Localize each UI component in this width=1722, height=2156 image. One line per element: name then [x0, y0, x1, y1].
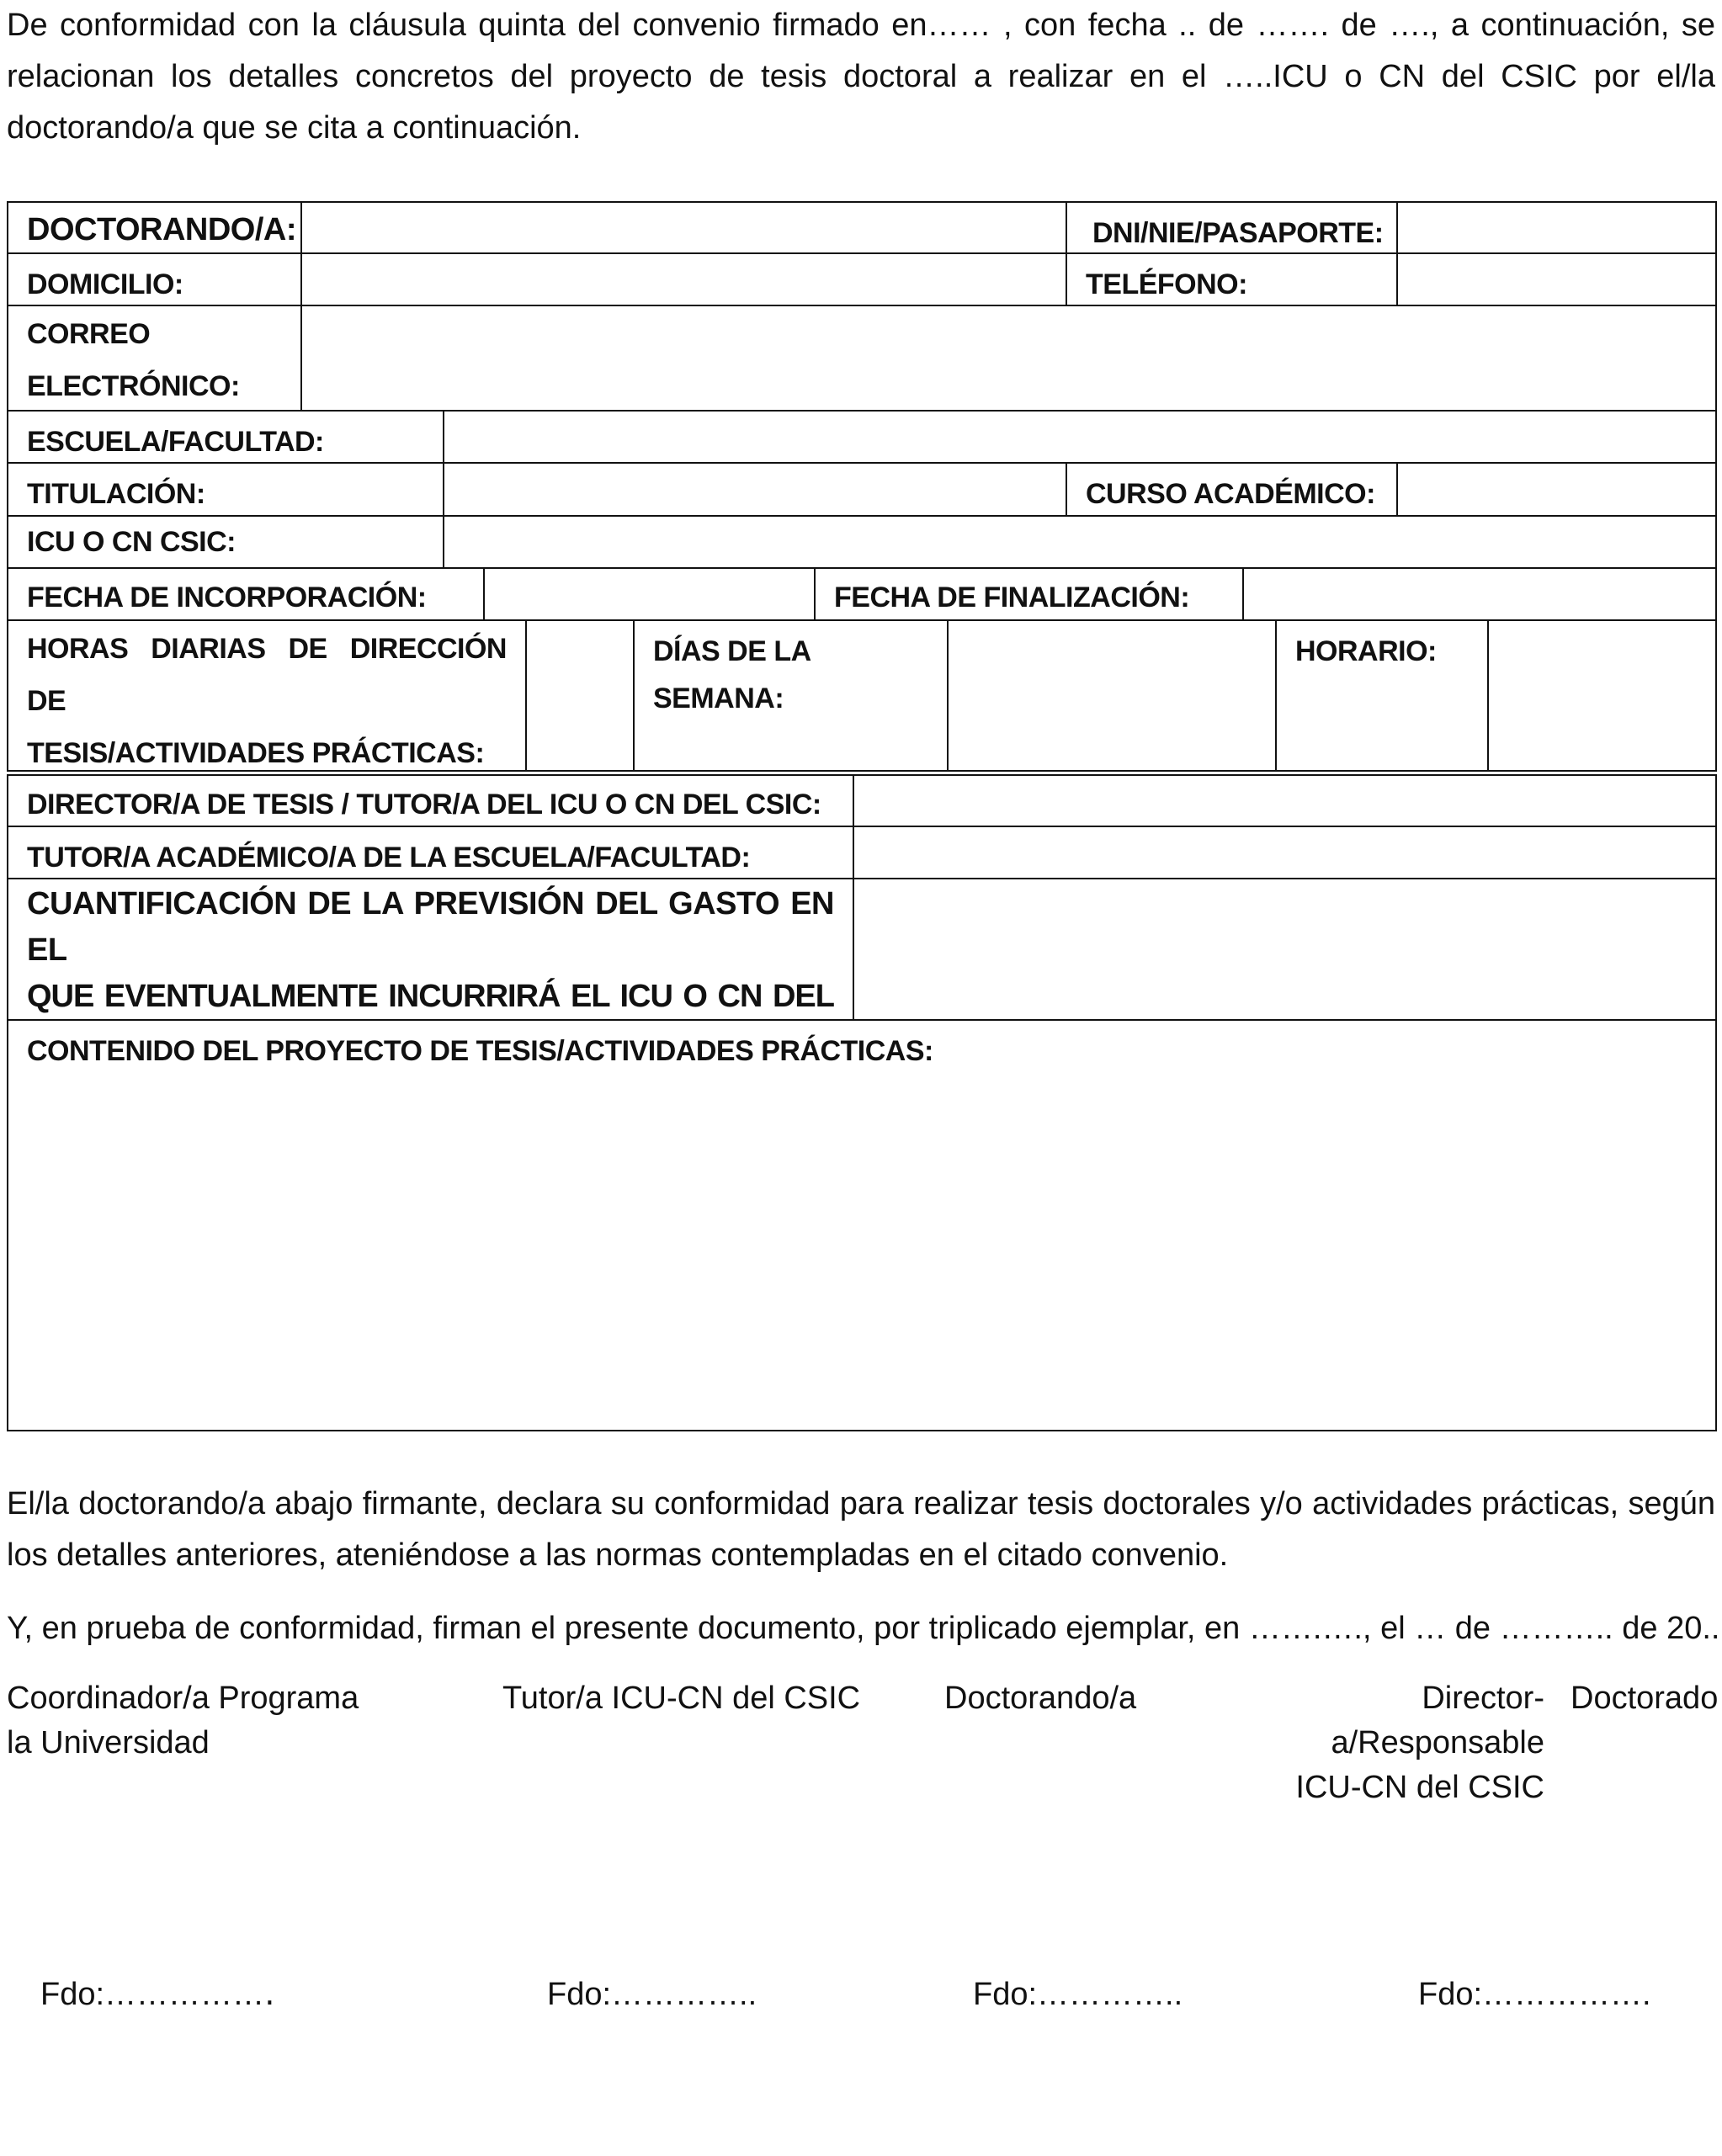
- curso-label: CURSO ACADÉMICO:: [1066, 462, 1398, 517]
- signatory-tutor: Tutor/a ICU-CN del CSIC: [502, 1681, 861, 1716]
- curso-field[interactable]: [1396, 462, 1717, 517]
- correo-label-line2: ELECTRÓNICO:: [27, 370, 240, 402]
- domicilio-label: DOMICILIO:: [7, 252, 302, 306]
- dni-field[interactable]: [1396, 201, 1717, 254]
- icu-field[interactable]: [443, 515, 1717, 569]
- titulacion-field[interactable]: [443, 462, 1067, 517]
- cuantificacion-line1: CUANTIFICACIÓN DE LA PREVISIÓN DEL GASTO EN EL: [27, 886, 834, 968]
- signatory-director: [1209, 1676, 1544, 1810]
- signatory-doctorado: Doctorado: [1571, 1681, 1719, 1716]
- fecha-finalizacion-label: FECHA DE FINALIZACIÓN:: [814, 567, 1244, 621]
- horario-field[interactable]: [1487, 619, 1717, 772]
- horas-field[interactable]: [525, 619, 635, 772]
- signature-line-1: Fdo:……………․: [40, 1977, 275, 2012]
- dias-field[interactable]: [947, 619, 1277, 772]
- signature-line-2: Fdo:…………..: [547, 1977, 757, 2012]
- dni-label: DNI/NIE/PASAPORTE:: [1066, 201, 1398, 254]
- doctorando-field[interactable]: [300, 201, 1067, 254]
- correo-label-line1: CORREO: [27, 318, 151, 350]
- contenido-box[interactable]: [7, 1019, 1717, 1431]
- director-label: DIRECTOR/A DE TESIS / TUTOR/A DEL ICU O CN DEL CSIC:: [7, 774, 854, 827]
- signatory-doctorando: Doctorando/a: [944, 1681, 1137, 1716]
- telefono-label: TELÉFONO:: [1066, 252, 1398, 306]
- escuela-label: ESCUELA/FACULTAD:: [7, 410, 444, 464]
- cuantificacion-label: [7, 878, 854, 1021]
- telefono-field[interactable]: [1396, 252, 1717, 306]
- coordinador-line2: la Universidad: [7, 1725, 210, 1760]
- declaration-paragraph: El/la doctorando/a abajo firmante, declara su conformidad para realizar tesis doctorales y/o actividades prácticas, según los detalles anteriores, ateniéndose a las normas contempladas en el citado convenio.: [7, 1486, 1715, 1573]
- tutor-label: TUTOR/A ACADÉMICO/A DE LA ESCUELA/FACULTAD:: [7, 826, 854, 879]
- signature-line-4: Fdo:…………….: [1418, 1977, 1651, 2012]
- correo-label: [7, 305, 302, 412]
- titulacion-label: TITULACIÓN:: [7, 462, 444, 517]
- intro-paragraph: De conformidad con la cláusula quinta del convenio firmado en…… , con fecha .. de ……. de …., a continuación, se relacionan los detalles concretos del proyecto de tesis doctoral a realizar en el …..ICU o CN del CSIC por el/la doctorando/a que se cita a continuación.: [7, 8, 1715, 146]
- domicilio-field[interactable]: [300, 252, 1067, 306]
- dias-label: DÍAS DE LA SEMANA:: [633, 619, 949, 772]
- icu-label: ICU O CN CSIC:: [7, 515, 444, 569]
- fecha-incorporacion-field[interactable]: [483, 567, 816, 621]
- horas-label-line2: TESIS/ACTIVIDADES PRÁCTICAS:: [27, 737, 485, 769]
- escuela-field[interactable]: [443, 410, 1717, 464]
- horas-label: [7, 619, 527, 772]
- director-field[interactable]: [853, 774, 1717, 827]
- tutor-field[interactable]: [853, 826, 1717, 879]
- director-line1: Director-a/Responsable: [1331, 1681, 1544, 1760]
- signatory-coordinador: [7, 1676, 359, 1766]
- contenido-label: CONTENIDO DEL PROYECTO DE TESIS/ACTIVIDADES PRÁCTICAS:: [27, 1035, 933, 1067]
- director-line2: ICU-CN del CSIC: [1295, 1770, 1544, 1805]
- fecha-incorporacion-label: FECHA DE INCORPORACIÓN:: [7, 567, 485, 621]
- doctorando-label: DOCTORANDO/A:: [7, 201, 302, 254]
- signature-line-3: Fdo:…………..: [973, 1977, 1183, 2012]
- horas-label-line1: HORAS DIARIAS DE DIRECCIÓN DE: [27, 633, 507, 717]
- correo-field[interactable]: [300, 305, 1717, 412]
- proof-paragraph: Y, en prueba de conformidad, firman el presente documento, por triplicado ejemplar, en …….…., el … de ……….. de 20..: [7, 1611, 1720, 1646]
- fecha-finalizacion-field[interactable]: [1242, 567, 1717, 621]
- cuantificacion-line2: QUE EVENTUALMENTE INCURRIRÁ EL ICU O CN DEL: [27, 979, 834, 1014]
- coordinador-line1: Coordinador/a Programa: [7, 1681, 359, 1716]
- horario-label: HORARIO:: [1275, 619, 1489, 772]
- cuantificacion-field[interactable]: [853, 878, 1717, 1021]
